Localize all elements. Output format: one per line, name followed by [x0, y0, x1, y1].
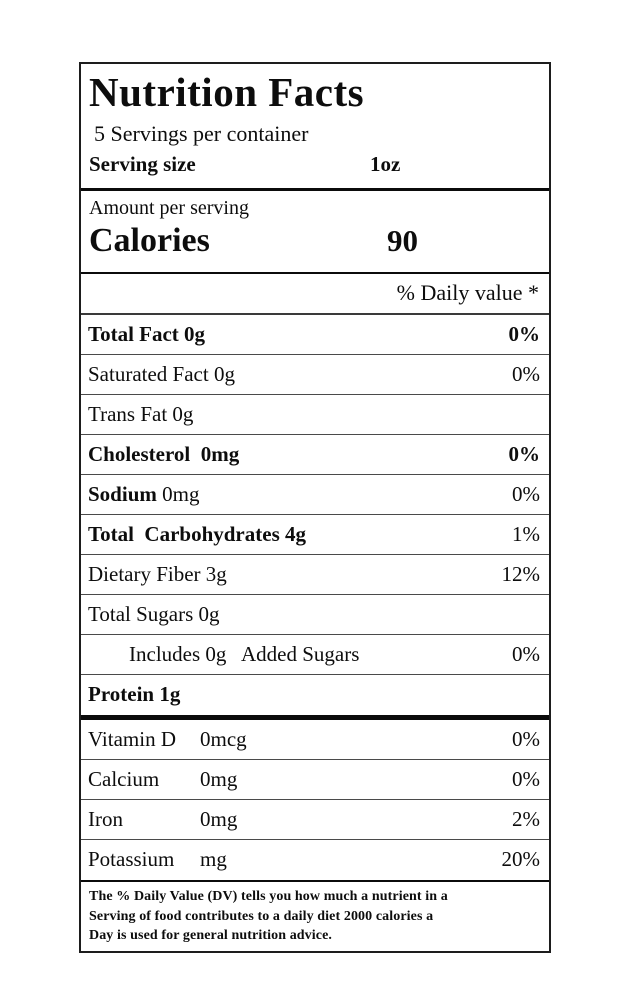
nutrient-row: [81, 475, 549, 515]
nutrient-row: [81, 595, 549, 635]
nutrient-daily-value: 12%: [501, 561, 540, 586]
nutrient-name: Total Fact 0g: [88, 321, 206, 346]
nutrient-name: Cholesterol 0mg: [88, 441, 240, 466]
micronutrient-amount: 0mg: [200, 766, 238, 791]
calories-section: [81, 191, 549, 260]
serving-size-row: [89, 152, 541, 177]
nutrient-daily-value: 0%: [512, 361, 540, 386]
serving-size-label: Serving size: [89, 151, 196, 176]
nutrient-name: Total Carbohydrates 4g: [88, 521, 306, 546]
micronutrient-name: Iron 0mg: [88, 806, 238, 831]
nutrient-name: Total Sugars 0g: [88, 601, 220, 626]
micronutrient-rows: [81, 720, 549, 880]
nutrient-row: [81, 515, 549, 555]
daily-value-header: % Daily value *: [81, 274, 549, 315]
label-title: Nutrition Facts: [89, 69, 365, 115]
serving-size-value: 1oz: [370, 151, 401, 176]
calories-row: [89, 222, 541, 260]
nutrient-name: Protein 1g: [88, 682, 181, 707]
micronutrient-daily-value: 0%: [512, 726, 540, 751]
micronutrient-row: [81, 720, 549, 760]
micronutrient-row: [81, 800, 549, 840]
nutrient-daily-value: 1%: [512, 521, 540, 546]
nutrient-name: Includes 0g Added Sugars: [129, 641, 360, 666]
micronutrient-name: Potassium mg: [88, 847, 227, 872]
nutrient-row: [81, 315, 549, 355]
micronutrient-amount: mg: [200, 847, 227, 872]
footnote-line: The % Daily Value (DV) tells you how much a nutrient in a: [89, 889, 448, 905]
footnote-line: Serving of food contributes to a daily diet 2000 calories a: [89, 908, 434, 924]
micronutrient-daily-value: 20%: [501, 847, 540, 872]
micronutrient-name: Vitamin D 0mcg: [88, 726, 247, 751]
label-header: [81, 64, 549, 177]
micronutrient-row: [81, 760, 549, 800]
nutrient-row: [81, 355, 549, 395]
micronutrient-amount: 0mcg: [200, 726, 247, 751]
nutrient-name: Trans Fat 0g: [88, 401, 194, 426]
micronutrient-name: Calcium 0mg: [88, 766, 238, 791]
nutrient-daily-value: 0%: [508, 321, 540, 346]
nutrient-daily-value: 0%: [512, 481, 540, 506]
micronutrient-daily-value: 0%: [512, 766, 540, 791]
nutrient-name: Saturated Fact 0g: [88, 361, 235, 386]
nutrition-facts-label: [79, 62, 551, 953]
nutrient-name: Sodium 0mg: [88, 481, 200, 506]
nutrient-row: [81, 435, 549, 475]
nutrient-name: Dietary Fiber 3g: [88, 561, 227, 586]
nutrient-daily-value: 0%: [508, 441, 540, 466]
servings-per-container: 5 Servings per container: [94, 120, 309, 146]
micronutrient-row: [81, 840, 549, 880]
micronutrient-daily-value: 2%: [512, 806, 540, 831]
nutrient-row: [81, 675, 549, 715]
nutrient-daily-value: 0%: [512, 641, 540, 666]
nutrient-rows: [81, 315, 549, 720]
micronutrient-amount: 0mg: [200, 806, 238, 831]
calories-value: 90: [387, 223, 418, 259]
footnote-line: Day is used for general nutrition advice.: [89, 928, 333, 944]
nutrient-row: [81, 635, 549, 675]
calories-label: Calories: [89, 222, 210, 260]
amount-per-serving-label: Amount per serving: [89, 197, 249, 220]
nutrient-row: [81, 395, 549, 435]
daily-value-footnote: [81, 882, 549, 951]
nutrient-row: [81, 555, 549, 595]
